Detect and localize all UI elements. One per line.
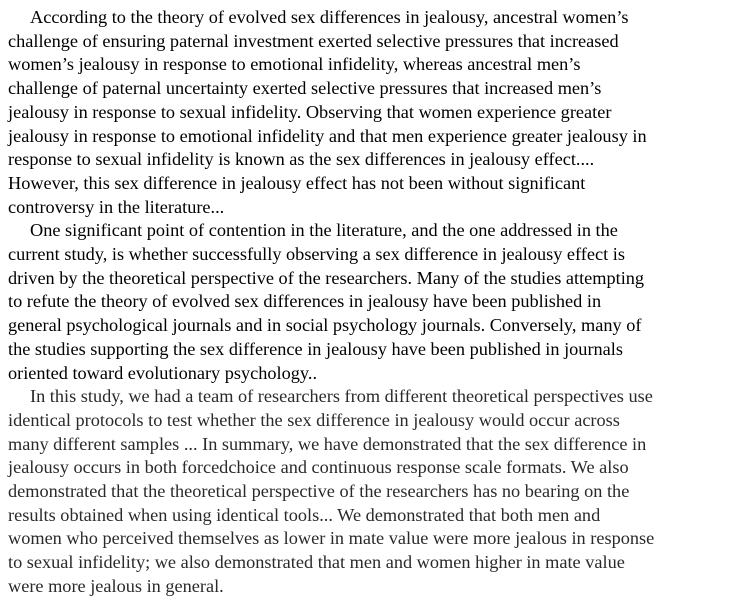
text-line: general psychological journals and in social psychology journals. Conversely, many of: [8, 315, 642, 336]
text-line: identical protocols to test whether the sex difference in jealousy would occur across: [8, 409, 620, 430]
text-line: jealousy in response to sexual infidelity. Observing that women experience greater: [8, 101, 612, 122]
text-line: the studies supporting the sex difference in jealousy have been published in journals: [8, 338, 623, 359]
text-line: In this study, we had a team of researchers from different theoretical perspectives use: [30, 386, 653, 407]
text-line: women who perceived themselves as lower in mate value were more jealous in response: [8, 528, 655, 549]
text-line: According to the theory of evolved sex differences in jealousy, ancestral women’s: [30, 7, 629, 27]
text-line: challenge of paternal uncertainty exerted selective pressures that increased men’s: [8, 78, 602, 99]
text-line: oriented toward evolutionary psychology..: [8, 362, 318, 383]
text-line: However, this sex difference in jealousy effect has not been without significant: [8, 172, 586, 193]
paragraph-3: [8, 385, 734, 598]
text-line: driven by the theoretical perspective of the researchers. Many of the studies attempting: [8, 267, 645, 288]
text-line: to refute the theory of evolved sex differences in jealousy have been published in: [8, 291, 602, 312]
text-line: jealousy occurs in both forcedchoice and continuous response scale formats. We also: [8, 457, 629, 478]
text-line: current study, is whether successfully observing a sex difference in jealousy effect is: [8, 244, 625, 265]
text-line: many different samples ... In summary, we have demonstrated that the sex difference in: [8, 433, 647, 454]
text-line: were more jealous in general.: [8, 575, 224, 596]
paragraph-1: [8, 6, 734, 219]
text-line: to sexual infidelity; we also demonstrated that men and women higher in mate value: [8, 552, 625, 573]
text-line: response to sexual infidelity is known as the sex differences in jealousy effect....: [8, 149, 595, 170]
text-line: One significant point of contention in the literature, and the one addressed in the: [30, 220, 618, 241]
text-line: challenge of ensuring paternal investment exerted selective pressures that increased: [8, 30, 619, 51]
text-line: women’s jealousy in response to emotional infidelity, whereas ancestral men’s: [8, 54, 581, 75]
text-line: controversy in the literature...: [8, 196, 225, 217]
text-line: jealousy in response to emotional infidelity and that men experience greater jealousy in: [8, 125, 647, 146]
paragraph-2: [8, 219, 734, 385]
text-line: results obtained when using identical tools... We demonstrated that both men and: [8, 504, 601, 525]
document-body: [8, 6, 734, 599]
text-line: demonstrated that the theoretical perspective of the researchers has no bearing on the: [8, 481, 630, 502]
